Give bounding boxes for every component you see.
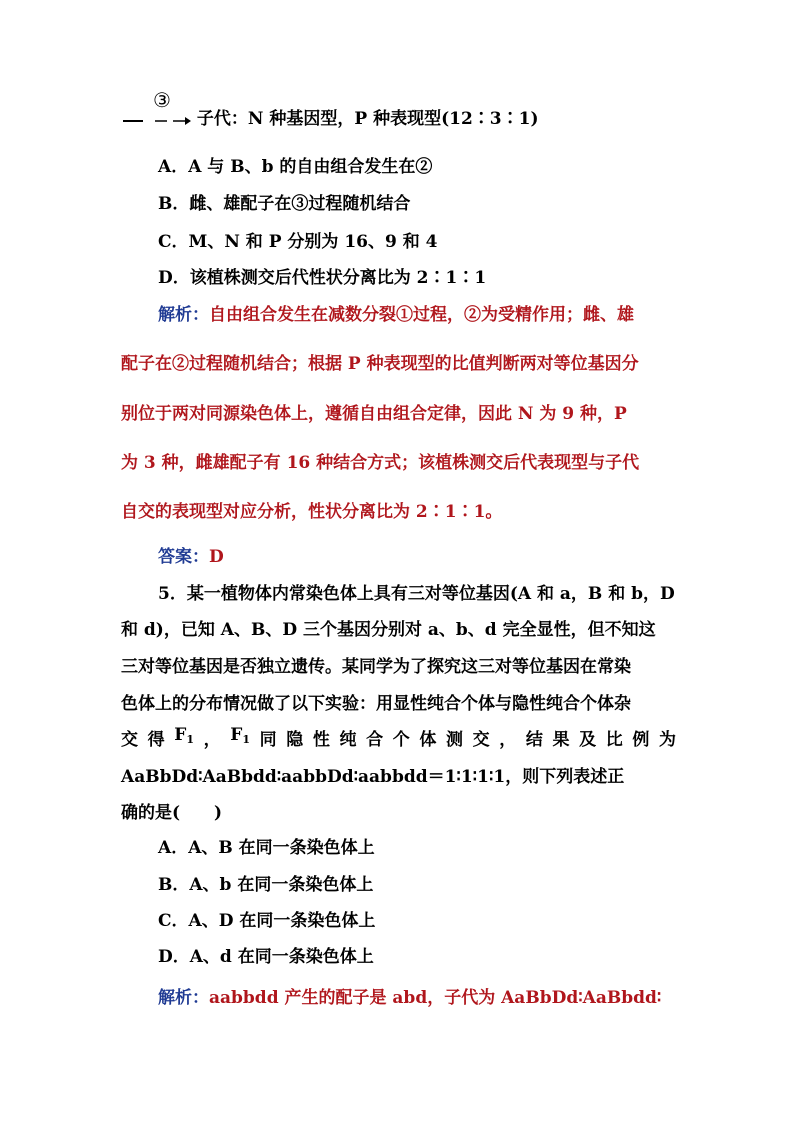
q5-stem-line-5: 交 得 $F_1$ ， $F_1$ 同 隐 性 纯 合 个 体 测 交 ， 结 果 及 比 例 为 [121,725,676,750]
offspring-description: 子代：N 种基因型，P 种表现型(12∶3∶1) [196,109,539,129]
q4-option-c: C．M、N 和 P 分别为 16、9 和 4 [158,232,438,252]
q5-option-a: A．A、B 在同一条染色体上 [158,838,375,858]
genotype-flow-line [121,87,794,130]
q5-stem-line-7: 确的是( ) [121,803,223,823]
q5-stem-line-1: 5．某一植物体内常染色体上具有三对等位基因(A 和 a，B 和 b，D [158,584,675,604]
q4-analysis-line-1 [158,300,794,325]
q4-option-b: B．雌、雄配子在③过程随机结合 [158,194,411,214]
q4-answer [158,542,794,567]
q5-stem-line-3: 三对等位基因是否独立遗传。某同学为了探究这三对等位基因在常染 [121,657,631,677]
q4-option-d: D．该植株测交后代性状分离比为 2∶1∶1 [158,268,487,288]
analysis-text: aabbdd 产生的配子是 abd，子代为 AaBbDd∶AaBbdd∶ [209,988,662,1008]
q5-option-b: B．A、b 在同一条染色体上 [158,875,374,895]
q5-option-d: D．A、d 在同一条染色体上 [158,947,374,967]
step-three-marker: ③ [153,87,171,112]
q4-analysis-line-5: 自交的表现型对应分析，性状分离比为 2∶1∶1。 [121,502,503,522]
process-arrow [121,87,191,130]
analysis-label: 解析： [158,988,209,1008]
arrow-icon [121,110,191,130]
analysis-label: 解析： [158,305,209,325]
q4-analysis-line-3: 别位于两对同源染色体上，遵循自由组合定律，因此 N 为 9 种，P [121,404,627,424]
analysis-text: 自由组合发生在减数分裂①过程，②为受精作用；雌、雄 [209,305,634,325]
answer-label: 答案： [158,547,209,567]
q5-stem-line-4: 色体上的分布情况做了以下实验：用显性纯合个体与隐性纯合个体杂 [121,694,631,714]
f1-label-2: $F_1$ [230,725,250,746]
q4-analysis-line-2: 配子在②过程随机结合；根据 P 种表现型的比值判断两对等位基因分 [121,354,639,374]
q5-analysis-line-1 [158,983,794,1008]
q5-stem-line-2: 和 d)，已知 A、B、D 三个基因分别对 a、b、d 完全显性，但不知这 [121,620,656,640]
q5-stem-line-6: AaBbDd∶AaBbdd∶aabbDd∶aabbdd＝1∶1∶1∶1，则下列表述正 [121,767,625,787]
f1-label-1: $F_1$ [174,725,194,746]
q4-analysis-line-4: 为 3 种，雌雄配子有 16 种结合方式；该植株测交后代表现型与子代 [121,453,640,473]
q4-option-a: A．A 与 B、b 的自由组合发生在② [158,157,433,177]
q5-option-c: C．A、D 在同一条染色体上 [158,911,376,931]
answer-value: D [209,547,224,567]
